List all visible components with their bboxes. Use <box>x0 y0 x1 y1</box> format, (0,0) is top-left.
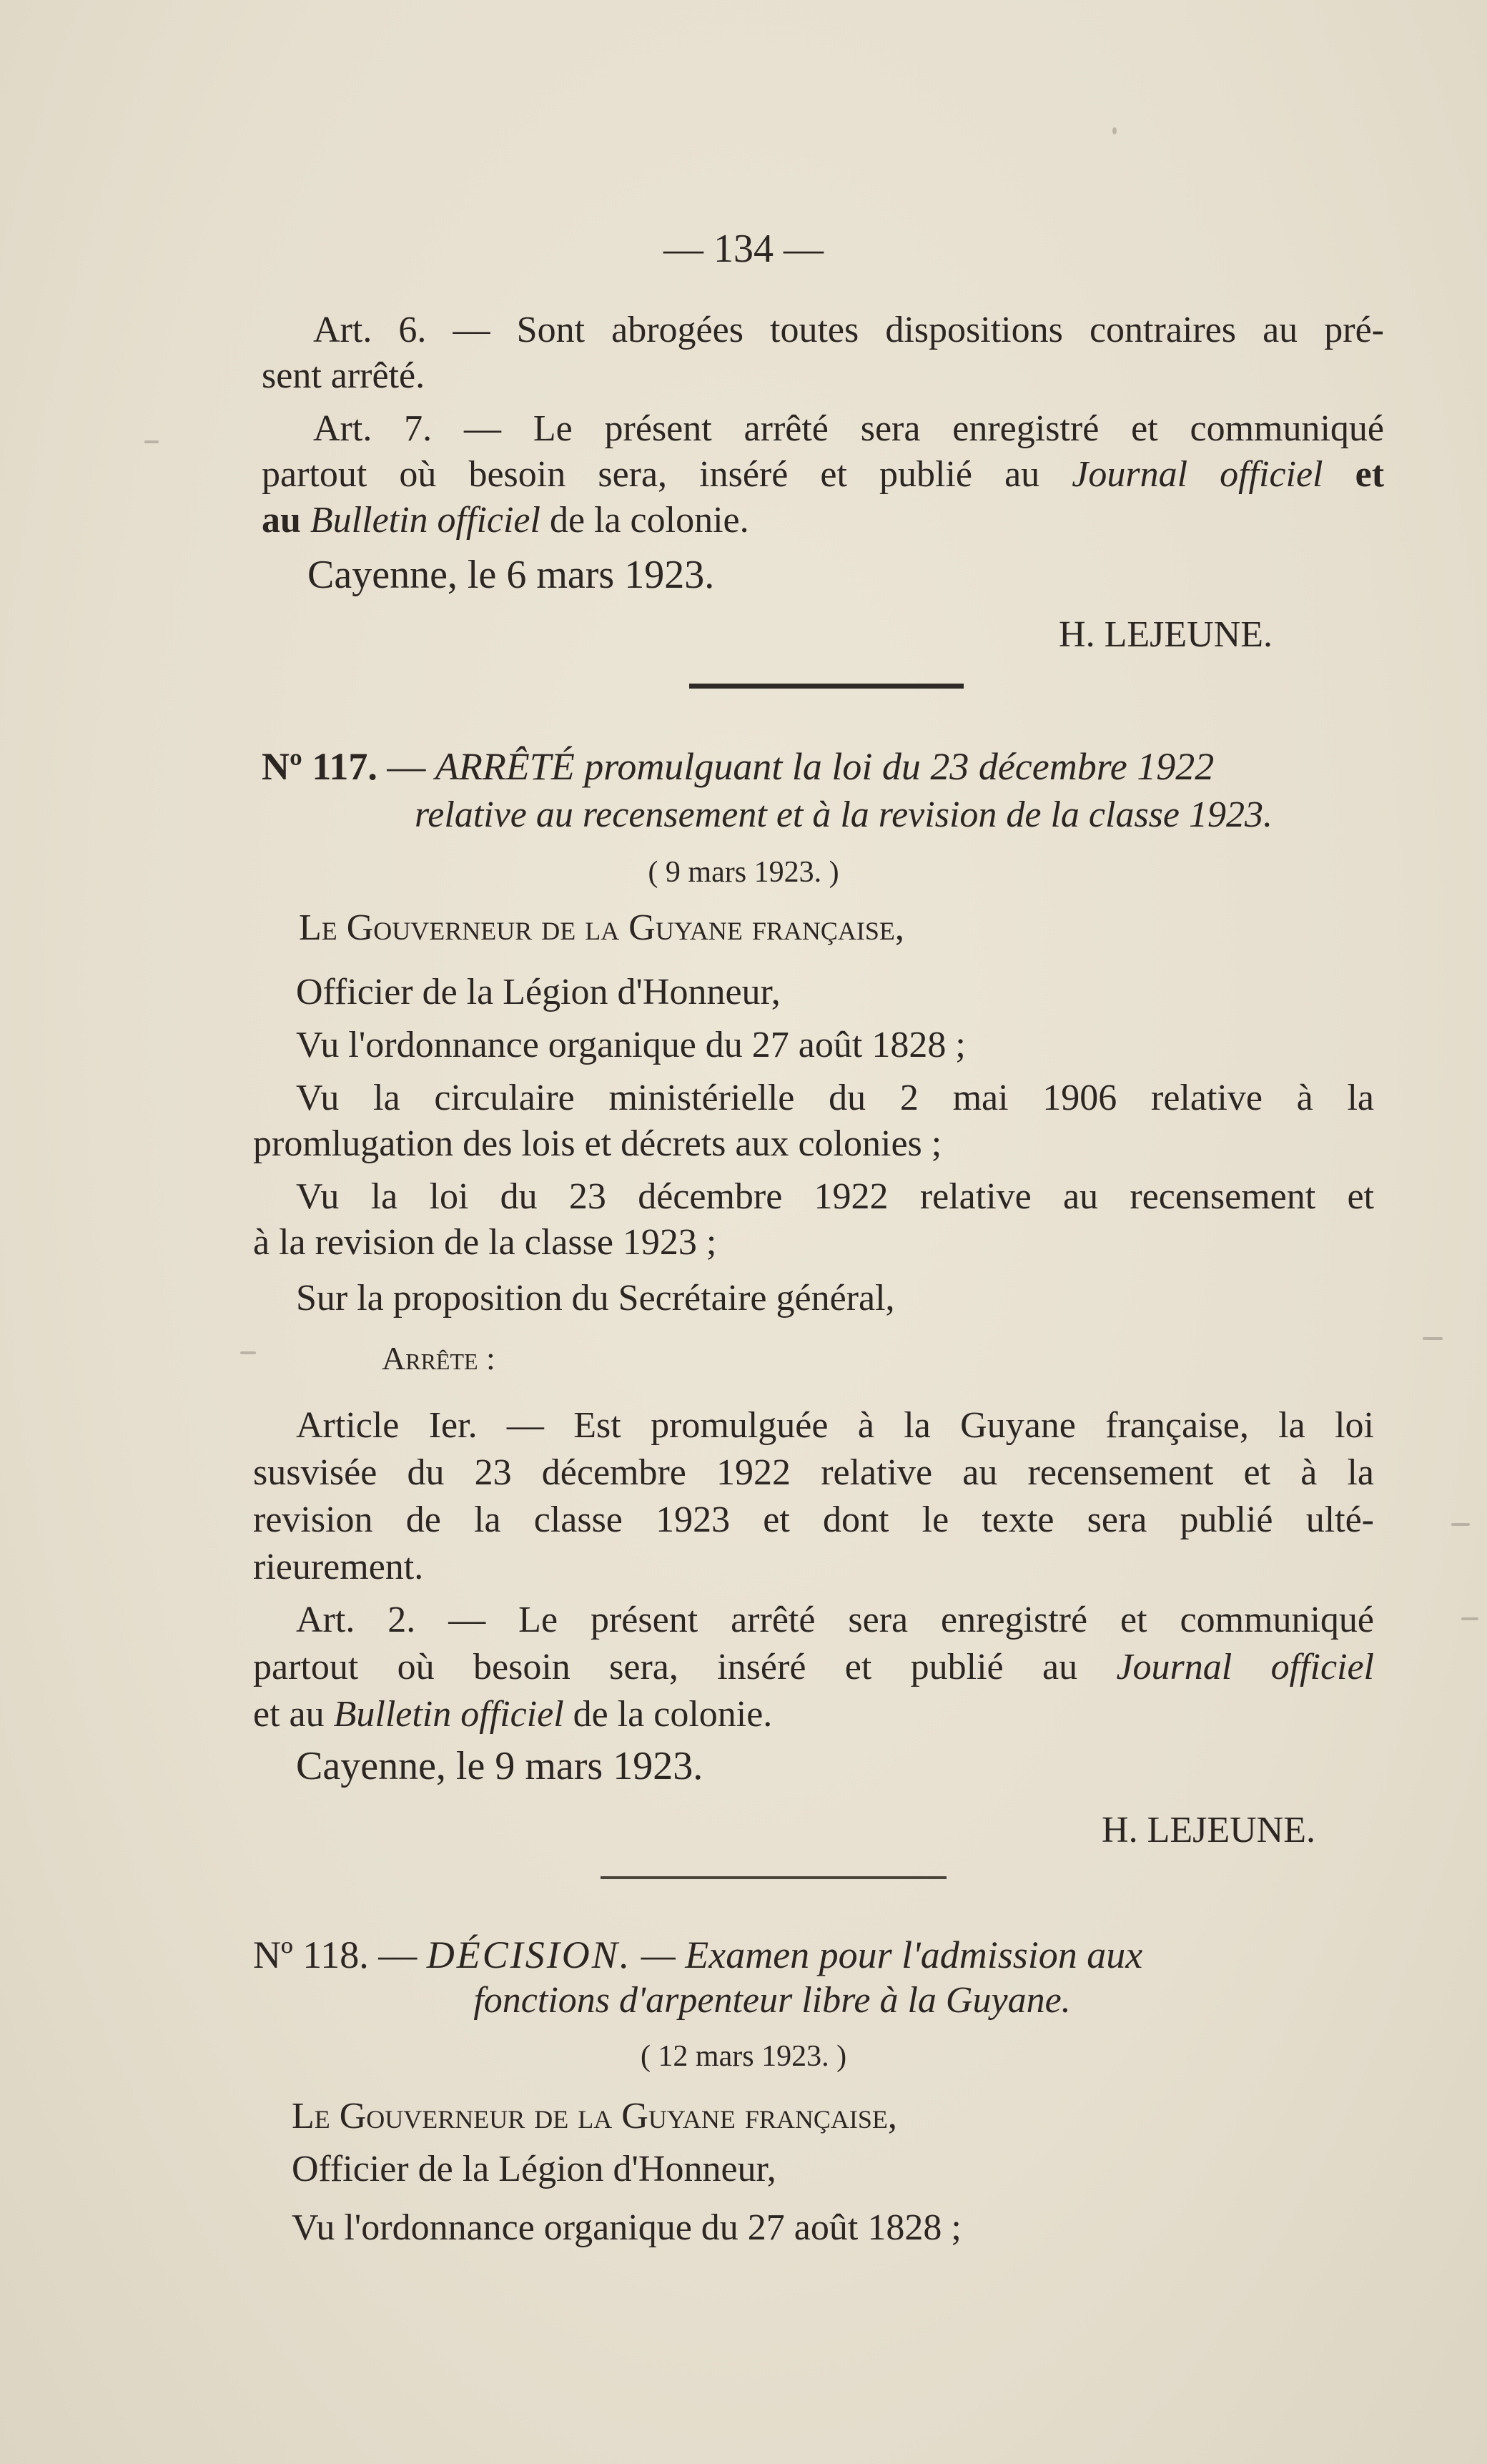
decision-118-dash: — <box>378 1933 418 1976</box>
margin-mark <box>1461 1617 1478 1620</box>
art7-line-3 <box>262 499 749 542</box>
arrete-117-art-2-line-3-end: de la colonie. <box>573 1694 773 1735</box>
art6-line-2: sent arrêté. <box>262 355 425 396</box>
arrete-117-title-line-2: relative au recensement et à la revision de la classe 1923. <box>414 794 1273 835</box>
arrete-117-vu-1: Vu l'ordonnance organique du 27 août 1828 ; <box>296 1025 966 1065</box>
art7-line-3-start: au <box>262 500 301 541</box>
arrete-117-number: Nº 117. <box>262 745 377 788</box>
arrete-117-officer: Officier de la Légion d'Honneur, <box>296 972 781 1012</box>
decision-118-date: ( 12 mars 1923. ) <box>640 2040 847 2073</box>
art7-line-2 <box>262 453 1384 496</box>
decision-118-governor <box>292 2095 897 2138</box>
section-1-signature: H. LEJEUNE. <box>1059 614 1273 655</box>
art7-line-3-end: de la colonie. <box>549 500 749 541</box>
art7-line-1: Art. 7. — Le présent arrêté sera enregistré et communiqué <box>313 408 1384 449</box>
margin-mark <box>1451 1523 1470 1526</box>
decision-118-governor-text: Le Gouverneur de la Guyane française, <box>292 2096 897 2137</box>
arrete-117-art-1-line-2: susvisée du 23 décembre 1922 relative au recensement et à la <box>253 1452 1374 1493</box>
arrete-117-signature: H. LEJEUNE. <box>1102 1810 1315 1851</box>
arrete-117-title-line-1 <box>262 745 1214 788</box>
bulletin-officiel-ref: Bulletin officiel <box>310 500 540 541</box>
decision-118-title-rest: — Examen pour l'admission aux <box>641 1933 1143 1976</box>
arrete-117-art-2-line-3 <box>253 1693 772 1736</box>
arrete-117-art-2-line-2 <box>253 1646 1374 1689</box>
art6-line-1: Art. 6. — Sont abrogées toutes dispositions contraires au pré- <box>313 310 1384 350</box>
arrete-117-art-2-line-1: Art. 2. — Le présent arrêté sera enregistré et communiqué <box>296 1600 1374 1640</box>
arrete-117-dash: — <box>387 745 426 788</box>
arrete-117-vu-3-line-1: Vu la loi du 23 décembre 1922 relative au recensement et <box>296 1176 1374 1217</box>
arrete-117-date-line: Cayenne, le 9 mars 1923. <box>296 1744 703 1788</box>
decision-118-title-word: DÉCISION. <box>426 1933 632 1976</box>
journal-officiel-ref: Journal officiel <box>1072 454 1323 495</box>
paper-speck <box>1112 127 1117 134</box>
arrete-117-vu-2-line-1: Vu la circulaire ministérielle du 2 mai 1906 relative à la <box>296 1078 1374 1118</box>
decision-118-vu-1: Vu l'ordonnance organique du 27 août 1828 ; <box>292 2207 962 2248</box>
arrete-117-arrete-heading: Arrête : <box>382 1340 495 1376</box>
art7-line-2-end: et <box>1355 454 1385 495</box>
margin-mark <box>1423 1337 1443 1340</box>
arrete-117-date: ( 9 mars 1923. ) <box>648 856 839 889</box>
art7-line-2-start: partout où besoin sera, inséré et publié au <box>262 454 1040 495</box>
arrete-117-governor-text: Le Gouverneur de la Guyane française, <box>299 907 904 948</box>
page-number: — 134 — <box>663 227 824 271</box>
decision-118-officer: Officier de la Légion d'Honneur, <box>292 2149 776 2189</box>
arrete-117-art-1-line-4: rieurement. <box>253 1547 424 1587</box>
section-divider-2 <box>601 1876 947 1879</box>
arrete-117-vu-3-line-2: à la revision de la classe 1923 ; <box>253 1222 717 1263</box>
arrete-117-journal-officiel-ref: Journal officiel <box>1116 1647 1374 1687</box>
arrete-117-art-1-line-1: Article Ier. — Est promulguée à la Guyane française, la loi <box>296 1405 1374 1446</box>
arrete-117-art-2-line-3-start: et au <box>253 1694 325 1735</box>
decision-118-number: Nº 118. <box>253 1933 369 1976</box>
arrete-117-vu-2-line-2: promlugation des lois et décrets aux colonies ; <box>253 1123 942 1164</box>
margin-mark <box>240 1351 256 1354</box>
arrete-117-art-2-line-2-start: partout où besoin sera, inséré et publié au <box>253 1647 1078 1687</box>
arrete-117-governor <box>299 907 904 950</box>
margin-mark <box>144 440 159 443</box>
decision-118-title-line-2: fonctions d'arpenteur libre à la Guyane. <box>473 1980 1071 2021</box>
arrete-117-sur: Sur la proposition du Secrétaire général, <box>296 1278 895 1319</box>
decision-118-title-line-1 <box>253 1933 1142 1976</box>
section-1-date: Cayenne, le 6 mars 1923. <box>307 553 715 597</box>
arrete-117-bulletin-officiel-ref: Bulletin officiel <box>333 1694 564 1735</box>
arrete-117-art-1-line-3: revision de la classe 1923 et dont le texte sera publié ulté- <box>253 1499 1374 1540</box>
section-divider-1 <box>689 684 964 689</box>
arrete-117-title: ARRÊTÉ promulguant la loi du 23 décembre 1922 <box>435 745 1215 788</box>
